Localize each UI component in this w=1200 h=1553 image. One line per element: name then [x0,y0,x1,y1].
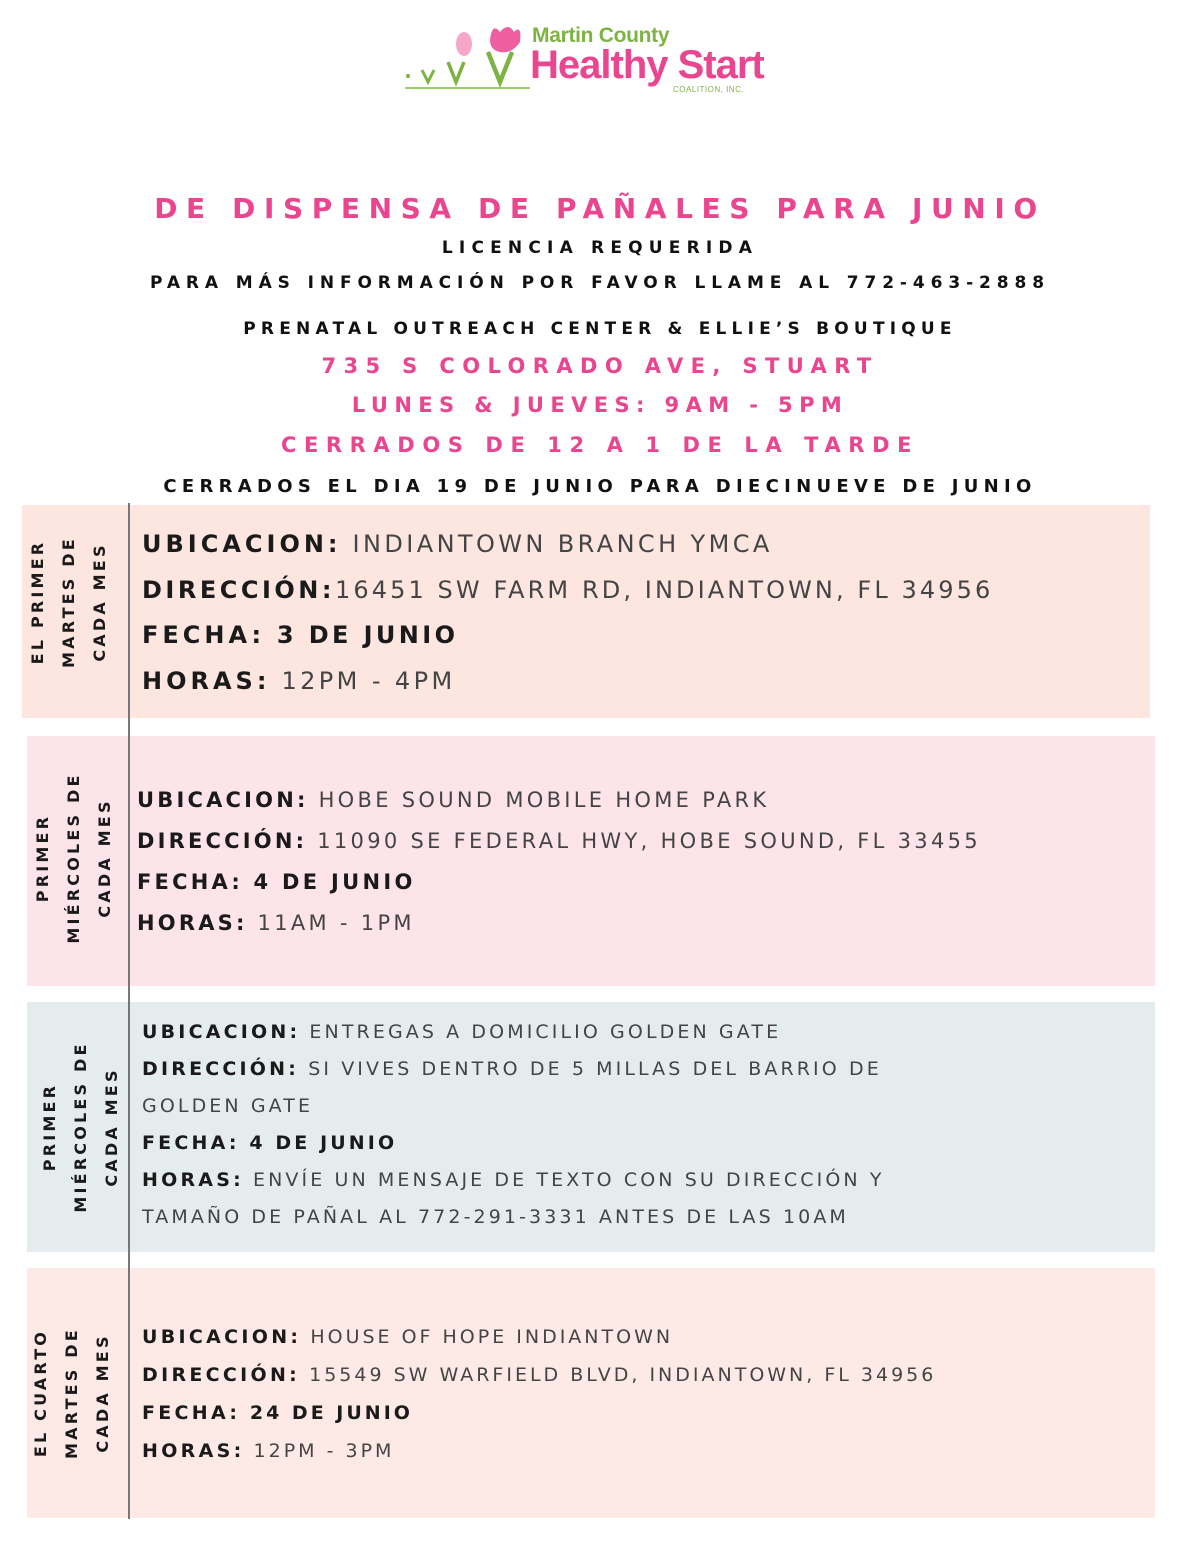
event-2-address [137,829,981,853]
address-label: DIRECCIÓN: [142,1364,301,1386]
address-label: DIRECCIÓN: [142,576,335,604]
side-line: CADA MES [95,798,114,918]
side-line: EL CUARTO [31,1328,50,1458]
event-3-schedule [34,1027,134,1227]
date-value: 4 DE JUNIO [239,1132,398,1154]
hours-value: 12PM - 4PM [270,667,456,695]
side-line: PRIMER [40,1082,59,1172]
location-label: UBICACION: [142,530,342,558]
hours-label: HORAS: [137,911,248,935]
event-1-location [142,530,773,558]
event-2-location [137,788,769,812]
side-line: PRIMER [33,813,52,903]
event-1-hours [142,667,456,695]
location-label: UBICACION: [137,788,309,812]
event-3-address-cont [142,1095,313,1117]
side-line: CADA MES [93,1333,112,1453]
event-1-address [142,576,993,604]
license-note: LICENCIA REQUERIDA [441,238,759,258]
event-card-4 [27,1268,1155,1518]
page-title: DE DISPENSA DE PAÑALES PARA JUNIO [154,192,1046,225]
location-value: HOUSE OF HOPE INDIANTOWN [301,1326,674,1348]
date-label: FECHA: [137,870,243,894]
location-value: HOBE SOUND MOBILE HOME PARK [308,788,770,812]
side-line: MARTES DE [62,1327,81,1459]
side-line: EL PRIMER [28,539,47,665]
hours-value: ENVÍE UN MENSAJE DE TEXTO CON SU DIRECCIÓN Y [243,1169,885,1191]
event-4-address [142,1364,936,1386]
event-1-date [142,621,458,649]
info-phone: PARA MÁS INFORMACIÓN POR FAVOR LLAME AL 772-463-2888 [150,273,1050,293]
side-line: MARTES DE [59,536,78,668]
event-3-date [142,1132,397,1154]
event-4-schedule [25,1298,125,1488]
address-value: 16451 SW FARM RD, INDIANTOWN, FL 34956 [334,576,994,604]
event-3-hours [142,1169,885,1191]
date-value: 24 DE JUNIO [240,1402,413,1424]
event-4-date [142,1402,413,1424]
logo [400,18,790,98]
address-value: 15549 SW WARFIELD BLVD, INDIANTOWN, FL 34956 [300,1364,937,1386]
divider-line [128,503,130,1519]
event-2-date [137,870,416,894]
side-line: MIÉRCOLES DE [71,1041,90,1213]
logo-line-1: Martin County [532,24,670,47]
date-label: FECHA: [142,1132,240,1154]
center-hours: LUNES & JUEVES: 9AM - 5PM [351,393,849,417]
address-value-cont: GOLDEN GATE [142,1095,314,1117]
event-2-schedule [27,758,127,958]
location-label: UBICACION: [142,1021,301,1043]
address-label: DIRECCIÓN: [142,1058,300,1080]
date-label: FECHA: [142,621,266,649]
address-value: SI VIVES DENTRO DE 5 MILLAS DEL BARRIO DE [299,1058,882,1080]
logo-line-3: COALITION, INC. [673,85,745,94]
event-4-hours [142,1440,394,1462]
date-label: FECHA: [142,1402,241,1424]
event-3-address [142,1058,882,1080]
side-line: CADA MES [90,542,109,662]
side-line: CADA MES [102,1067,121,1187]
event-3-hours-cont [142,1206,849,1228]
center-address: 735 S COLORADO AVE, STUART [321,354,879,378]
logo-line-2: Healthy Start [530,43,764,87]
hours-label: HORAS: [142,667,271,695]
location-value: INDIANTOWN BRANCH YMCA [341,530,773,558]
tulip-icon [400,18,530,98]
hours-value-cont: TAMAÑO DE PAÑAL AL 772-291-3331 ANTES DE LAS 10AM [142,1206,849,1228]
center-name: PRENATAL OUTREACH CENTER & ELLIE’S BOUTIQUE [243,319,957,339]
location-value: ENTREGAS A DOMICILIO GOLDEN GATE [300,1021,782,1043]
side-line: MIÉRCOLES DE [64,772,83,944]
date-value: 4 DE JUNIO [242,870,416,894]
event-card-2 [27,736,1155,986]
address-label: DIRECCIÓN: [137,829,308,853]
hours-value: 11AM - 1PM [247,911,415,935]
event-1-schedule [22,512,122,692]
closed-holiday: CERRADOS EL DIA 19 DE JUNIO PARA DIECINUEVE DE JUNIO [163,476,1037,497]
hours-value: 12PM - 3PM [244,1440,395,1462]
hours-label: HORAS: [142,1440,245,1462]
event-4-location [142,1326,673,1348]
event-2-hours [137,911,415,935]
hours-label: HORAS: [142,1169,244,1191]
closed-lunch: CERRADOS DE 12 A 1 DE LA TARDE [280,433,920,457]
date-value: 3 DE JUNIO [265,621,459,649]
address-value: 11090 SE FEDERAL HWY, HOBE SOUND, FL 33455 [307,829,981,853]
event-3-location [142,1021,781,1043]
location-label: UBICACION: [142,1326,302,1348]
